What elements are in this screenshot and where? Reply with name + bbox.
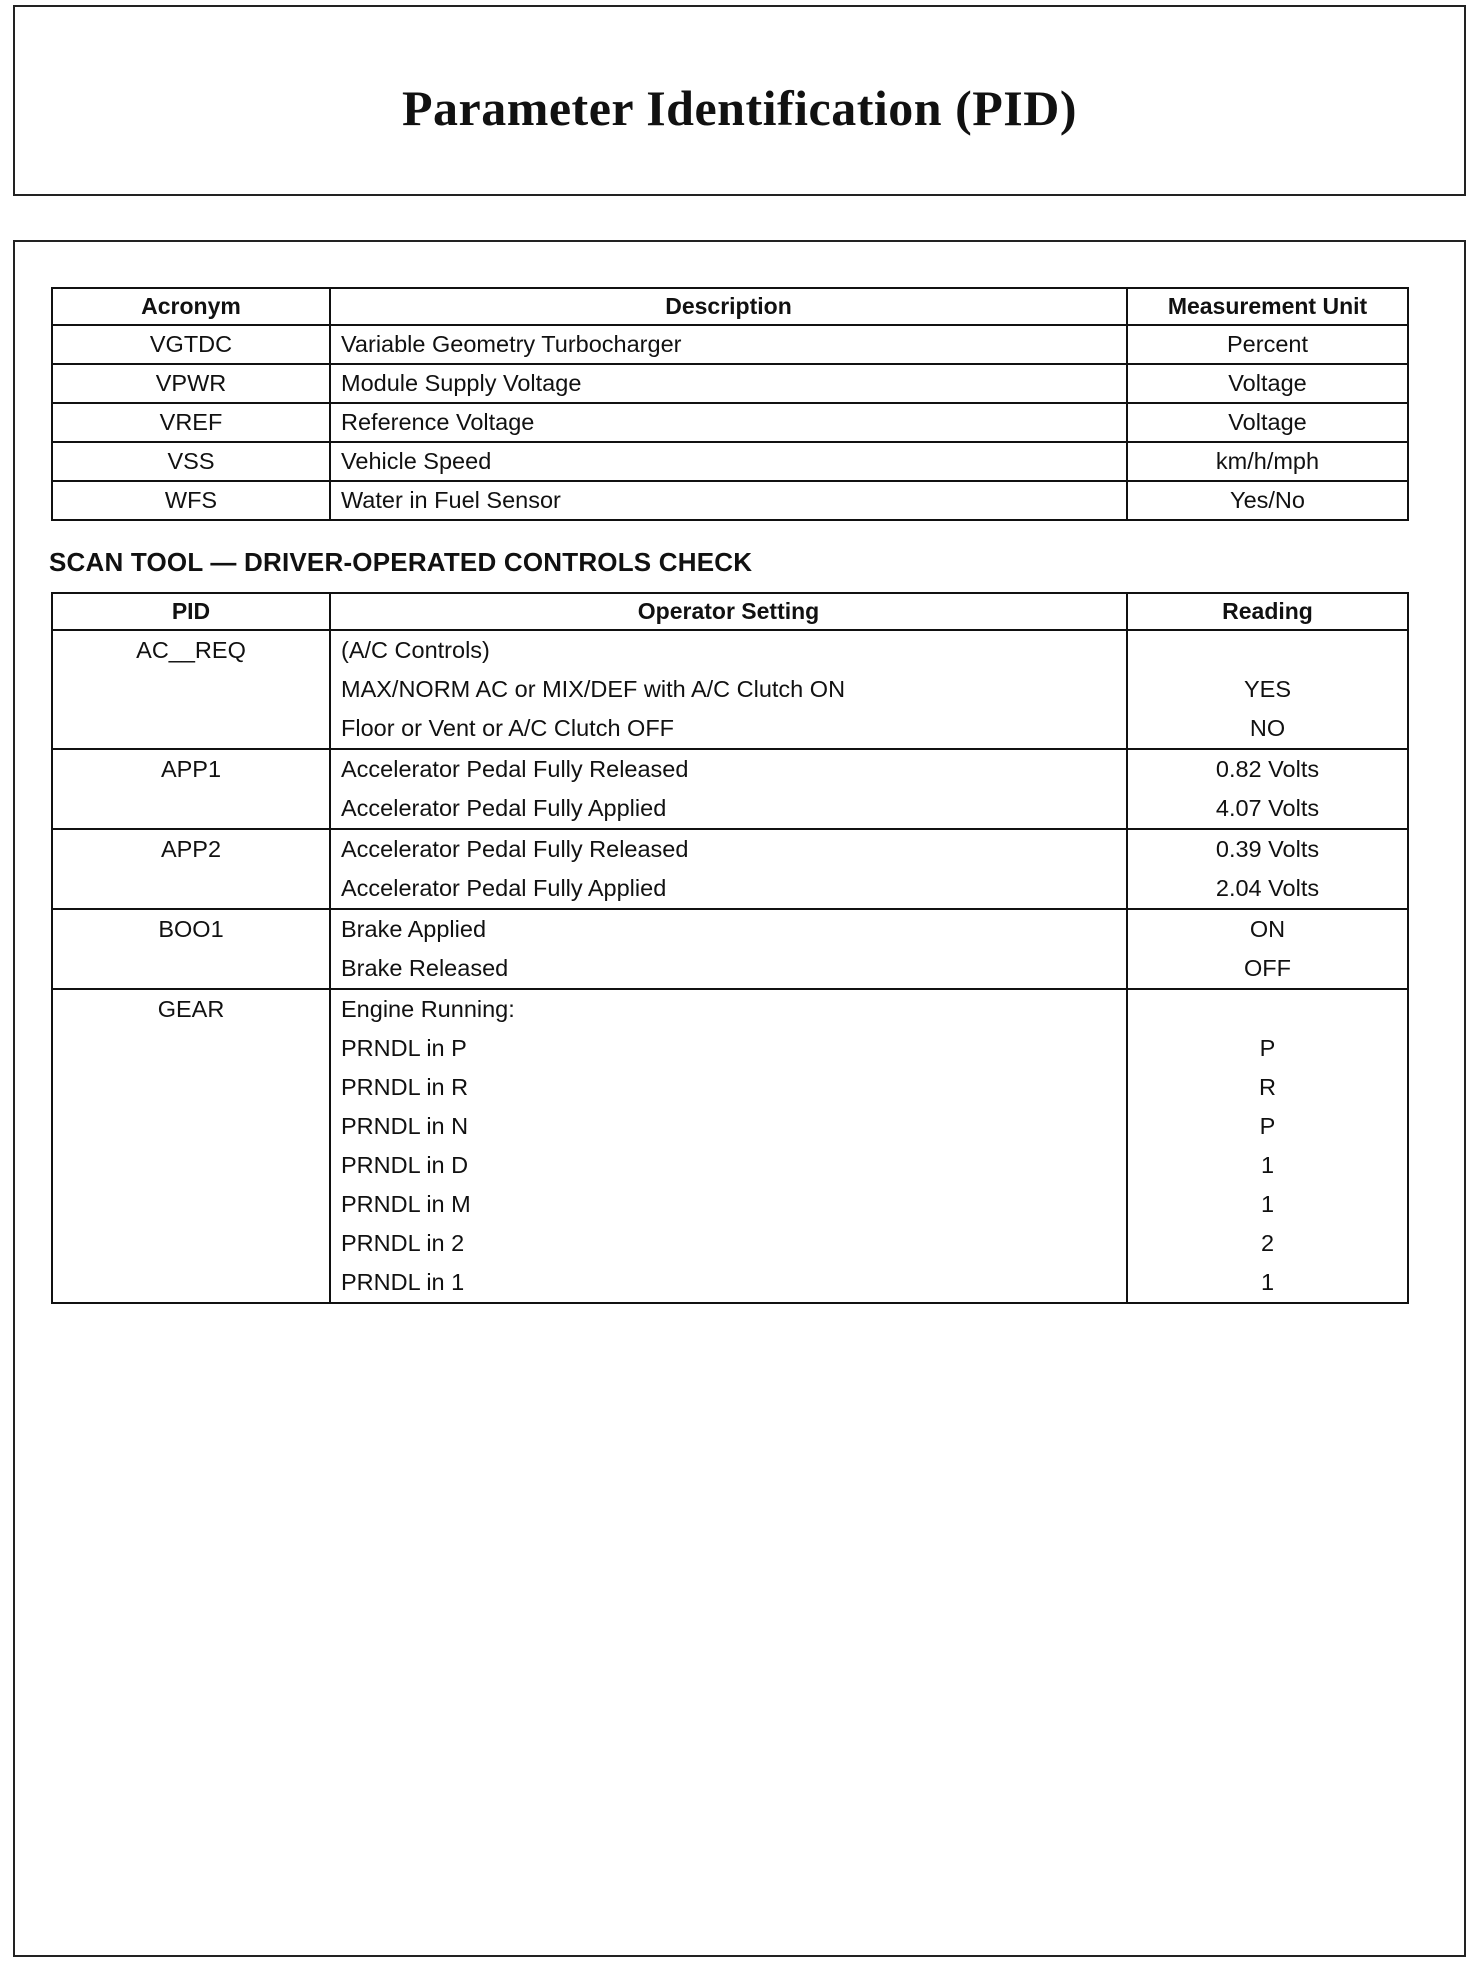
table-row [52,481,1408,520]
table-row [52,403,1408,442]
acronym-cell: VSS [52,442,330,481]
description-cell: Vehicle Speed [330,442,1127,481]
unit-cell: Voltage [1127,403,1408,442]
reading-value: 0.82 Volts [1215,756,1320,782]
pid-table [51,287,1409,521]
section-heading: SCAN TOOL — DRIVER-OPERATED CONTROLS CHECK [49,547,753,577]
pid-label: AC__REQ [136,637,246,663]
check-table-header [52,593,1408,630]
reading-value: YES [1243,676,1292,702]
table-row [52,989,1408,1303]
description-cell: Variable Geometry Turbocharger [330,325,1127,364]
setting-line: MAX/NORM AC or MIX/DEF with A/C Clutch ON [341,676,846,702]
table-row [52,909,1408,989]
pid-label: APP1 [160,756,222,782]
header-measurement-unit: Measurement Unit [1127,288,1408,325]
header-acronym: Acronym [52,288,330,325]
pid-label: APP2 [160,836,222,862]
table-row [52,364,1408,403]
table-row [52,749,1408,829]
setting-line: Engine Running: [341,996,515,1022]
reading-value: ON [1249,916,1286,942]
setting-line: Brake Released [341,955,509,981]
setting-cell [330,630,1127,749]
reading-value: 1 [1260,1269,1275,1295]
description-cell: Reference Voltage [330,403,1127,442]
unit-cell: Percent [1127,325,1408,364]
reading-value: P [1259,1113,1276,1139]
setting-cell [330,749,1127,829]
setting-line: PRNDL in D [341,1152,469,1178]
unit-cell: Yes/No [1127,481,1408,520]
page-title: Parameter Identification (PID) [401,80,1077,136]
reading-cell [1127,749,1408,829]
pid-cell [52,630,330,749]
setting-line: Accelerator Pedal Fully Released [341,836,689,862]
table-row [52,829,1408,909]
setting-cell [330,829,1127,909]
setting-line: PRNDL in 2 [341,1230,465,1256]
setting-line: Accelerator Pedal Fully Released [341,756,689,782]
pid-cell [52,829,330,909]
reading-value [1128,631,1407,670]
setting-line: PRNDL in R [341,1074,469,1100]
acronym-cell: VREF [52,403,330,442]
table-row [52,325,1408,364]
setting-line: PRNDL in 1 [341,1269,465,1295]
reading-value: 2.04 Volts [1215,875,1320,901]
description-cell: Water in Fuel Sensor [330,481,1127,520]
controls-check-table [51,592,1409,1304]
reading-value: 1 [1260,1152,1275,1178]
header-pid: PID [52,593,330,630]
reading-cell [1127,989,1408,1303]
setting-line: (A/C Controls) [341,637,490,663]
reading-value: 1 [1260,1191,1275,1217]
reading-value: NO [1249,715,1286,741]
content-box [13,240,1466,1957]
reading-value: 2 [1260,1230,1275,1256]
pid-label: BOO1 [158,916,224,942]
setting-line: Floor or Vent or A/C Clutch OFF [341,715,675,741]
header-operator-setting: Operator Setting [330,593,1127,630]
setting-line: Accelerator Pedal Fully Applied [341,875,667,901]
reading-value: P [1259,1035,1276,1061]
description-cell: Module Supply Voltage [330,364,1127,403]
reading-value [1128,990,1407,1029]
acronym-cell: VPWR [52,364,330,403]
pid-cell [52,909,330,989]
reading-cell [1127,909,1408,989]
pid-label: GEAR [157,996,225,1022]
title-box [13,5,1466,196]
pid-table-header [52,288,1408,325]
setting-line: PRNDL in M [341,1191,471,1217]
setting-cell [330,989,1127,1303]
reading-cell [1127,630,1408,749]
reading-cell [1127,829,1408,909]
pid-cell [52,749,330,829]
setting-line: PRNDL in N [341,1113,469,1139]
header-description: Description [330,288,1127,325]
reading-value: 0.39 Volts [1215,836,1320,862]
acronym-cell: WFS [52,481,330,520]
setting-line: PRNDL in P [341,1035,467,1061]
pid-cell [52,989,330,1303]
reading-value: 4.07 Volts [1215,795,1320,821]
table-row [52,630,1408,749]
setting-cell [330,909,1127,989]
reading-value: OFF [1244,955,1291,981]
setting-line: Accelerator Pedal Fully Applied [341,795,667,821]
table-row [52,442,1408,481]
reading-value: R [1259,1074,1276,1100]
unit-cell: km/h/mph [1127,442,1408,481]
header-reading: Reading [1127,593,1408,630]
acronym-cell: VGTDC [52,325,330,364]
unit-cell: Voltage [1127,364,1408,403]
setting-line: Brake Applied [341,916,487,942]
